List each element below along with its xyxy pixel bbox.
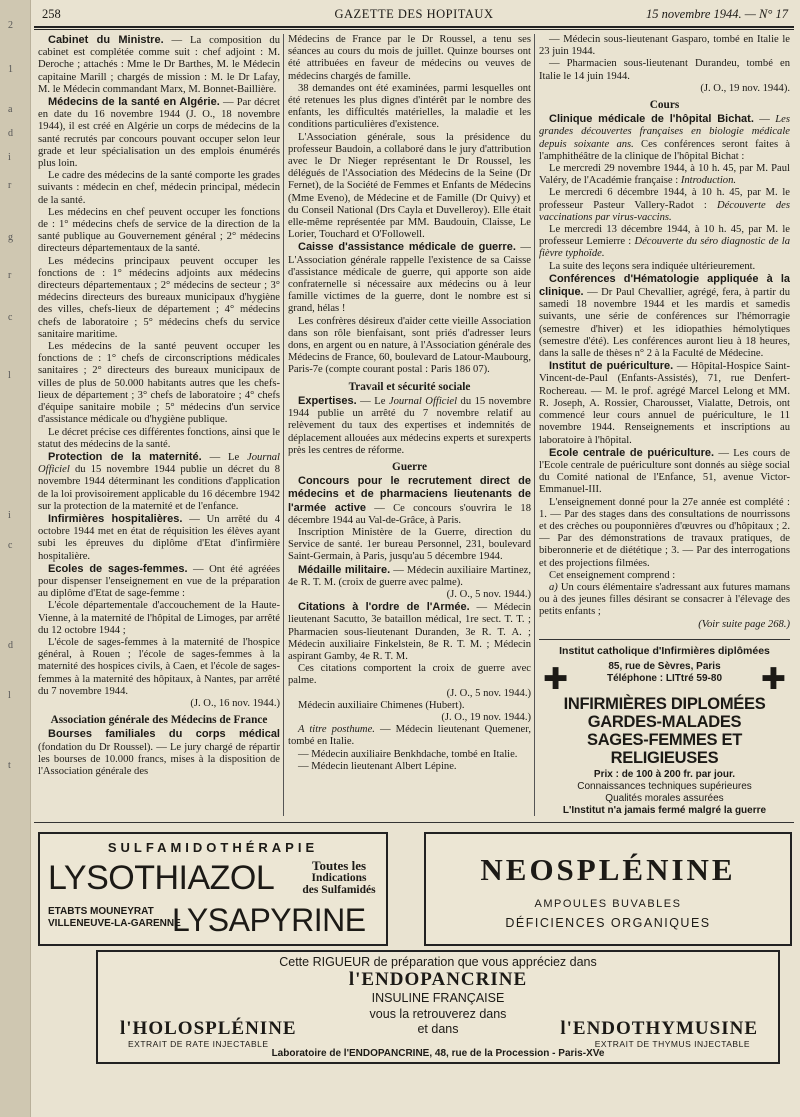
ad-lab — [48, 906, 181, 930]
ad-address: 85, rue de Sèvres, Paris — [608, 660, 721, 672]
margin-mark: d — [8, 128, 13, 139]
column-rule — [283, 34, 284, 816]
binding-margin — [0, 0, 31, 1117]
advert-neosplenine — [424, 832, 792, 946]
header-rule — [34, 29, 794, 30]
cross-icon: ✚ — [543, 662, 569, 696]
section-title: Guerre — [392, 460, 427, 473]
margin-mark: r — [8, 270, 12, 281]
ad-footer: Laboratoire de l'ENDOPANCRINE, 48, rue de la Procession - Paris-XVe — [271, 1048, 605, 1059]
ad-telephone: Téléphone : LITtré 59-80 — [606, 672, 723, 684]
margin-mark: g — [8, 232, 13, 243]
ad-line: et dans — [417, 1022, 459, 1036]
margin-mark: r — [8, 180, 12, 191]
paragraph: Les médecins de la santé peuvent occuper les fonctions de : 1° chefs de circonscriptions médicales sanitaires ; 2° directeurs des bureaux municipaux de villes de plus de 50.000 habitants autres que les chefs-lieux de département ; 3° chefs de laboratoire ; 4° chefs d'équipe sanitaire mobile ; 5° médecins d'un service d'assistance médicale ou d'hygiène publique. — [38, 341, 280, 426]
paragraph: La suite des leçons sera indiquée ultérieurement. — [549, 260, 756, 272]
ad-side-line: Toutes les — [311, 858, 367, 873]
paragraph: Le cadre des médecins de la santé comporte les grades suivants : médecin en chef, médecin principal, médecin de la santé. — [38, 170, 280, 206]
reference: (J. O., 19 nov. 1944.) — [441, 711, 531, 723]
column-rule — [534, 34, 535, 816]
margin-mark: d — [8, 640, 13, 651]
ad-big-line: GARDES-MALADES — [587, 712, 742, 731]
paragraph: Les médecins principaux peuvent occuper les fonctions de : 1° médecins adjoints aux médecins directeurs départementaux ; 2° médecins de secteur ; 3° médecins directeurs des bureaux municipaux d'hygiène des villes, chefs-lieux de département ; 4° médecins chefs de laboratoire ; 5° médecins chefs du service sanitaire maritime. — [38, 255, 280, 340]
article-infirmieres: Infirmières hospitalières. — Un arrêté du 4 octobre 1944 met en état de réquisition les élèves ayant subi les épreuves du diplôme d'Etat d'infirmière hospitalière. — [38, 512, 280, 562]
article-ecole-centrale: Ecole centrale de puériculture. — Les cours de l'Ecole centrale de puériculture sont donnés au siège social du Comité national de l'Enfance, 51, avenue Victor-Emmanuel-III. — [539, 446, 790, 496]
ad-line: vous la retrouverez dans — [369, 1007, 507, 1021]
brand-lysapyrine: LYSAPYRINE — [172, 902, 366, 938]
column-3 — [539, 34, 790, 816]
page-header — [34, 4, 794, 26]
header-rule — [34, 26, 794, 28]
ad-side-line: des Sulfamidés — [302, 884, 376, 896]
section-rule — [34, 822, 794, 823]
article-caisse: Caisse d'assistance médicale de guerre. — L'Association générale rappelle l'existence de sa Caisse d'assistance médicale de guerre, qui apporte son aide confraternelle si nécessaire aux médecins ou à leur famille victimes de la guerre, dont le nombre est si grand, hélas ! — [288, 241, 531, 315]
margin-mark: l — [8, 370, 11, 381]
ad-side-line: Indications — [311, 872, 367, 884]
ad-address-row — [539, 657, 790, 695]
article-cabinet: Cabinet du Ministre. — La composition du cabinet est complétée comme suit : chef adjoint : M. Deroche ; attachés : Mme le Dr Barthes, M. le Médecin capitaine Marill ; chargés de mission : M. le Dr Lafay, M. le Médecin commandant Marx, M. Bonnet-Baillière. — [38, 34, 280, 95]
paragraph: — Médecin auxiliaire Benkhdache, tombé en Italie. — [298, 748, 518, 760]
ad-big-line: SAGES-FEMMES ET RELIGIEUSES — [586, 730, 742, 767]
margin-mark: c — [8, 540, 13, 551]
reference: (J. O., 16 nov. 1944.) — [190, 697, 280, 709]
ad-lab-line: VILLENEUVE-LA-GARENNE — [48, 918, 181, 929]
paragraph: Le décret précise ces différentes fonctions, ainsi que le statut des médecins de la santé. — [38, 426, 280, 450]
ad-line: AMPOULES BUVABLES — [534, 898, 682, 910]
issue-date: 15 novembre 1944. — N° 17 — [645, 7, 788, 21]
paragraph: Le mercredi 6 décembre 1944, à 10 h. 45, par M. le professeur Pasteur Vallery-Radot : Découverte des vaccinations par virus-vaccins. — [539, 187, 790, 223]
section-title: Cours — [649, 99, 680, 112]
paragraph: Cet enseignement comprend : — [549, 569, 676, 581]
paragraph: Médecin auxiliaire Chimenes (Hubert). — [298, 699, 465, 711]
ad-line: Qualités morales assurées — [605, 792, 724, 804]
ad-line: Cette RIGUEUR de préparation que vous appréciez dans — [279, 955, 597, 969]
paragraph: A titre posthume. — Médecin lieutenant Quemener, tombé en Italie. — [288, 724, 531, 748]
paragraph: Le mercredi 29 novembre 1944, à 10 h. 45, par M. Paul Valéry, de l'Académie française : Introduction. — [539, 163, 790, 187]
paragraph: — Médecin lieutenant Albert Lépine. — [298, 760, 457, 772]
paragraph: L'enseignement donné pour la 27e année est complété : 1. — Par des stages dans des consultations de nourrissons et des crèches ou pouponnières d'œuvres ou d'hôpitaux ; 2. — Par des démonstrations de travaux pratiques, de biberonnerie et de diététique ; 3. — Par des interrogations et des projections filmées. — [539, 496, 790, 569]
article-bichat: Clinique médicale de l'hôpital Bichat. — Les grandes découvertes françaises en biologie médicale depuis soixante ans. Ces conférences seront faites à l'amphithéâtre de la clinique de l'hôpital Bichat : — [539, 113, 790, 162]
brand-endothymusine: l'ENDOTHYMUSINE — [560, 1018, 758, 1039]
margin-mark: i — [8, 510, 11, 521]
paragraph: a) Un cours élémentaire s'adressant aux futures mamans ou à des jeunes filles désirant se consacrer à l'élevage des petits enfants ; — [539, 581, 790, 618]
margin-mark: t — [8, 760, 11, 771]
journal-title: GAZETTE DES HOPITAUX — [334, 7, 494, 21]
brand-holosplenine: l'HOLOSPLÉNINE — [120, 1018, 297, 1039]
paragraph: 38 demandes ont été examinées, parmi lesquelles ont été retenues les plus dignes d'intérêt par le nombre des enfants, les difficultés matérielles, la maladie et les conditions particulières d'existence. — [288, 82, 531, 131]
paragraph: Le mercredi 13 décembre 1944, à 10 h. 45, par M. le professeur Lemierre : Découverte du séro diagnostic de la fièvre typhoïde. — [539, 224, 790, 260]
article-bourses: Bourses familiales du corps médical (fondation du Dr Roussel). — Le jury chargé de répartir les bourses de 10.000 francs, mises à la disposition de l'Association générale des — [38, 728, 280, 777]
article-sages-femmes: Ecoles de sages-femmes. — Ont été agréées pour dispenser l'enseignement en vue de la préparation au diplôme d'Etat de sage-femme : — [38, 562, 280, 600]
section-title: Association générale des Médecins de France — [50, 714, 268, 727]
reference: (J. O., 5 nov. 1944.) — [446, 588, 531, 600]
paragraph: Inscription Ministère de la Guerre, direction du Service de santé. 1er bureau Personnel, 231, boulevard Saint-Germain, à Paris, jusqu'au 5 décembre 1944. — [288, 526, 531, 563]
margin-mark: l — [8, 690, 11, 701]
cross-icon: ✚ — [760, 662, 786, 696]
paragraph: Médecins de France par le Dr Roussel, a tenu ses séances au cours du mois de juillet. Quinze bourses ont été attribuées en faveur de médecins ou veuves de médecins chargés de famille. — [288, 34, 531, 82]
section-title: Travail et sécurité sociale — [348, 380, 471, 393]
article-algerie: Médecins de la santé en Algérie. — Par décret en date du 16 novembre 1944 (J. O., 18 novembre 1944), il est créé en Algérie un corps de médecins de la santé recrutés par concours pouvant occuper selon leur grade et leur spécialisation un des emplois énumérés plus loin. — [38, 96, 280, 170]
page-number: 258 — [42, 7, 61, 21]
ad-big-line: INFIRMIÈRES DIPLOMÉES — [563, 694, 766, 713]
reference: (J. O., 19 nov. 1944). — [700, 82, 790, 94]
ad-subline: EXTRAIT DE RATE INJECTABLE — [128, 1039, 269, 1049]
article-medaille: Médaille militaire. — Médecin auxiliaire Martinez, 4e R. T. M. (croix de guerre avec palme). — [288, 563, 531, 588]
ad-line: L'Institut n'a jamais fermé malgré la guerre — [562, 804, 767, 816]
margin-mark: c — [8, 312, 13, 323]
paragraph: — Médecin sous-lieutenant Gasparo, tombé en Italie le 23 juin 1944. — [539, 34, 790, 58]
column-1 — [38, 34, 280, 816]
ad-line: Connaissances techniques supérieures — [577, 780, 752, 792]
article-maternite: Protection de la maternité. — Le Journal Officiel du 15 novembre 1944 publie un décret du 8 novembre 1944 déterminant les conditions d'application de la loi provisoirement applicable du 16 décembre 1942 sur la protection de la maternité et de l'enfance. — [38, 450, 280, 512]
article-hematologie: Conférences d'Hématologie appliquée à la clinique. — Dr Paul Chevallier, agrégé, fera, à partir du samedi 18 novembre 1944 et les mardis et samedis suivants, une série de conférences sur l'hémorragie (semestre d'hiver) et les idiopathies hémolytiques (semestre d'été). Les conférences auront lieu à 18 heures, dans la salle de thèses n° 2 à la Faculté de Médecine. — [539, 272, 790, 360]
paragraph: L'école de sages-femmes à la maternité de l'hospice général, à Rouen ; l'école de sages-femmes à la maternité des hospices civils, à Caen, et l'école de sages-femmes à la maternité des hôpitaux, à Nantes, par arrêté du 7 novembre 1944. — [38, 636, 280, 697]
advert-endopancrine — [96, 950, 780, 1064]
ad-top-line: SULFAMIDOTHÉRAPIE — [107, 840, 319, 855]
advert-lysothiazol — [38, 832, 388, 946]
ad-heading: Institut catholique d'Infirmières diplômées — [559, 644, 770, 657]
article-puericulture: Institut de puériculture. — Hôpital-Hospice Saint-Vincent-de-Paul (Enfants-Assistés), 71, rue Denfert-Rochereau. — M. le prof. agrégé Marcel Lelong et MM. R. Joseph, A. Rossier, Charousset, Vialatte, Detrois, ont commencé leur cours annuel de puériculture, le 11 novembre 1944. Renseignements et inscriptions au laboratoire à l'hôpital. — [539, 360, 790, 446]
ad-lab-line: ETABTS MOUNEYRAT — [48, 906, 154, 917]
brand-lysothiazol: LYSOTHIAZOL — [48, 859, 275, 897]
margin-mark: 2 — [8, 20, 13, 31]
brand-neosplenine: NEOSPLÉNINE — [480, 852, 736, 887]
ad-side-text — [298, 860, 380, 896]
column-2 — [288, 34, 531, 816]
ad-price: Prix : de 100 à 200 fr. par jour. — [593, 768, 736, 780]
ad-line: DÉFICIENCES ORGANIQUES — [505, 916, 711, 930]
ad-subline: EXTRAIT DE THYMUS INJECTABLE — [594, 1039, 750, 1049]
paragraph: Ces citations comportent la croix de guerre avec palme. — [288, 663, 531, 687]
margin-mark: i — [8, 152, 11, 163]
paragraph: Les confrères désireux d'aider cette vieille Association dans son rôle bienfaisant, sont priés d'adresser leurs dons, en argent ou en nature, à l'Association générale des Médecins de France, 60, boulevard de Latour-Maubourg, Paris-7e (compte courant postal : Paris 186 07). — [288, 315, 531, 376]
margin-mark: 1 — [8, 64, 13, 75]
article-concours: Concours pour le recrutement direct de médecins et de pharmaciens lieutenants de l'armée active — Ce concours s'ouvrira le 18 décembre 1944 au Val-de-Grâce, à Paris. — [288, 475, 531, 526]
paragraph: L'Association générale, sous la présidence du professeur Baudoin, a collaboré dans le jury d'attribution avec le Dr Nieger représentant le Dr Roussel, les délégués de l'Association des Médecins de la Seine (Dr Fernet), de la Société de Femmes et Enfants de Médecins (Mme Eveno), de Médecine et de Famille (Dr Quivy) et du Conseil National (Drs Cayla et Duvelleroy). Elle était elle-même représentée par MM. Baudouin, Claisse, Le Lorier, Touchard et O'Followell. — [288, 131, 531, 241]
continued-reference: (Voir suite page 268.) — [698, 618, 790, 630]
ad-line: INSULINE FRANÇAISE — [371, 991, 505, 1005]
advert-nurses-institute — [539, 639, 790, 816]
reference: (J. O., 5 nov. 1944.) — [446, 687, 531, 699]
margin-mark: a — [8, 104, 13, 115]
brand-endopancrine: l'ENDOPANCRINE — [348, 969, 528, 990]
paragraph: L'école départementale d'accouchement de la Haute-Vienne, à la maternité de l'hôpital de Limoges, par arrêté du 12 octobre 1944 ; — [38, 600, 280, 636]
article-expertises: Expertises. — Le Journal Officiel du 15 novembre 1944 publie un arrêté du 7 novembre relatif au relèvement du taux des expertises et indemnités de déplacement allouées aux médecins experts et surexperts près les centres de réforme. — [288, 394, 531, 456]
article-citations: Citations à l'ordre de l'Armée. — Médecin lieutenant Sacutto, 3e bataillon médical, 1re sect. T. T. ; Pharmacien sous-lieutenant Duranden, 3e R. T. A. ; Médecin auxiliaire Finkelstein, 8e R. T. M. ; Médecin aspirant Gamby, 4e R. T. M. — [288, 601, 531, 662]
paragraph: — Pharmacien sous-lieutenant Durandeu, tombé en Italie le 14 juin 1944. — [539, 58, 790, 82]
paragraph: Les médecins en chef peuvent occuper les fonctions de : 1° médecins chefs de service de la direction de la santé publique au Gouvernement général ; 2° médecins directeurs départementaux de la santé. — [38, 206, 280, 255]
